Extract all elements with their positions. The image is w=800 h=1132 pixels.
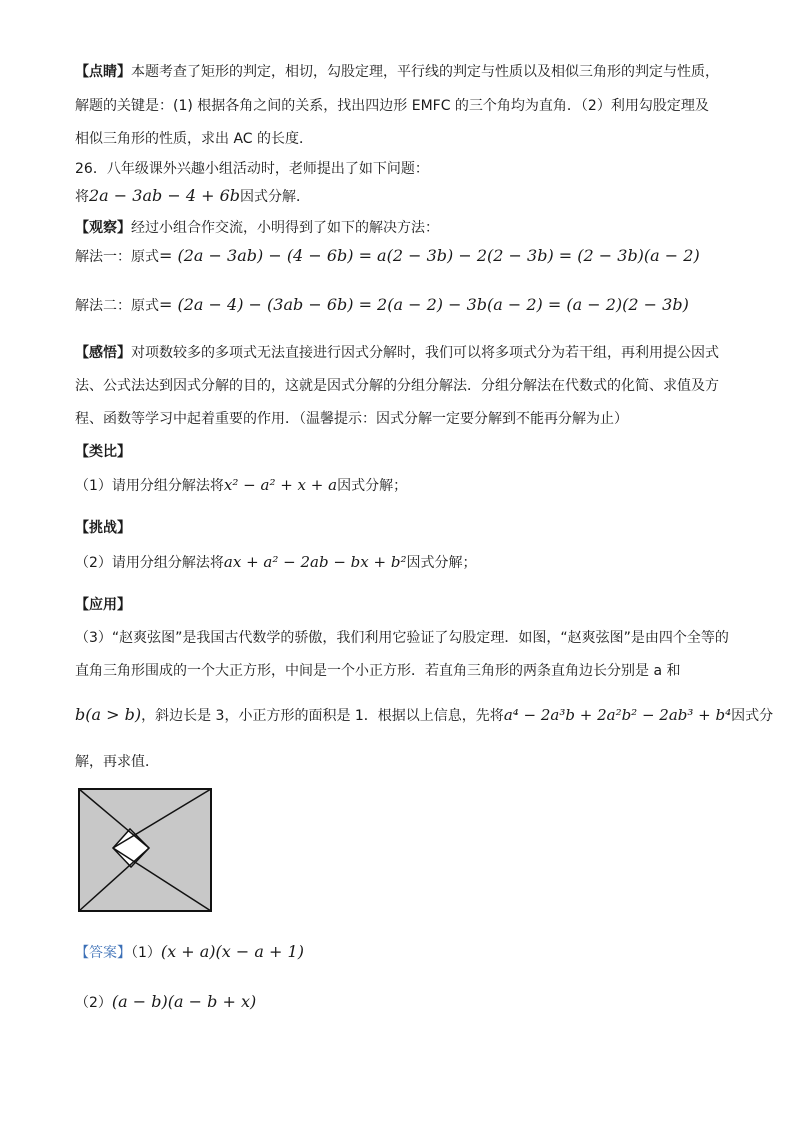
answer-line-1 [75, 940, 304, 965]
insight-label: 【感悟】 [75, 345, 131, 361]
review-line-2: 解题的关键是：(1) 根据各角之间的关系，找出四边形 EMFC 的三个角均为直角．（2）利用勾股定理及 [75, 98, 709, 114]
method-2-expr: = (2a − 4) − (3ab − 6b) = 2(a − 2) − 3b(a − 2) = (a − 2)(2 − 3b) [159, 295, 689, 314]
insight-text-1: 对项数较多的多项式无法直接进行因式分解时，我们可以将多项式分为若干组，再利用提公因式 [131, 345, 719, 361]
problem-title: 26．八年级课外兴趣小组活动时，老师提出了如下问题： [75, 161, 429, 177]
review-text-1: 本题考查了矩形的判定，相切，勾股定理，平行线的判定与性质以及相似三角形的判定与性质， [131, 64, 719, 80]
problem-task-prefix: 将 [75, 189, 89, 205]
answer-2-prefix: （2） [75, 995, 112, 1011]
application-line-2: 直角三角形围成的一个大正方形，中间是一个小正方形．若直角三角形的两条直角边长分别是 a 和 [75, 663, 681, 679]
analogy-q-prefix: （1）请用分组分解法将 [75, 478, 224, 494]
analogy-q-suffix: 因式分解； [337, 478, 408, 494]
challenge-q-prefix: （2）请用分组分解法将 [75, 555, 224, 571]
application-line-3-suffix: 因式分 [731, 708, 774, 724]
answer-1-prefix: （1） [131, 945, 161, 961]
problem-task-suffix: 因式分解． [240, 189, 311, 205]
insight-line-1 [75, 341, 719, 365]
answer-2-expr: (a − b)(a − b + x) [111, 992, 257, 1011]
analogy-question [75, 473, 407, 498]
challenge-q-expr: ax + a² − 2ab − bx + b² [223, 553, 407, 571]
problem-task-expr: 2a − 3ab − 4 + 6b [89, 186, 241, 205]
zhao-shuang-diagram [78, 788, 212, 912]
challenge-question [75, 550, 476, 575]
review-line-3: 相似三角形的性质，求出 AC 的长度． [75, 131, 314, 147]
application-poly-expr: a⁴ − 2a³b + 2a²b² − 2ab³ + b⁴ [503, 706, 732, 724]
observe-label: 【观察】 [75, 220, 131, 236]
answer-label: 【答案】 [75, 945, 131, 961]
answer-1-expr: (x + a)(x − a + 1) [160, 942, 304, 961]
observe-text: 经过小组合作交流，小明得到了如下的解决方法： [131, 220, 439, 236]
challenge-q-suffix: 因式分解； [406, 555, 477, 571]
method-1 [75, 244, 700, 269]
method-1-label: 解法一：原式 [75, 249, 159, 265]
insight-line-2: 法、公式法达到因式分解的目的，这就是因式分解的分组分解法．分组分解法在代数式的化简、求值及方 [75, 378, 719, 394]
review-label: 【点睛】 [75, 64, 131, 80]
answer-line-2 [75, 990, 256, 1015]
problem-task [75, 184, 310, 209]
method-2-label: 解法二：原式 [75, 298, 159, 314]
application-line-1: （3）“赵爽弦图”是我国古代数学的骄傲，我们利用它验证了勾股定理．如图，“赵爽弦图”是由四个全等的 [75, 630, 729, 646]
observe-line [75, 216, 439, 240]
insight-line-3: 程、函数等学习中起着重要的作用．（温馨提示：因式分解一定要分解到不能再分解为止） [75, 411, 628, 427]
application-line-3 [75, 703, 773, 728]
analogy-q-expr: x² − a² + x + a [223, 476, 338, 494]
method-1-expr: = (2a − 3ab) − (4 − 6b) = a(2 − 3b) − 2(2 − 3b) = (2 − 3b)(a − 2) [159, 246, 700, 265]
analogy-label: 【类比】 [75, 444, 131, 460]
application-line-3-text: ，斜边长是 3，小正方形的面积是 1．根据以上信息，先将 [141, 708, 504, 724]
method-2 [75, 293, 689, 318]
review-line-1 [75, 60, 719, 84]
application-line-4: 解，再求值． [75, 754, 159, 770]
challenge-label: 【挑战】 [75, 520, 131, 536]
application-label: 【应用】 [75, 597, 131, 613]
application-condition-expr: b(a > b) [75, 705, 142, 724]
